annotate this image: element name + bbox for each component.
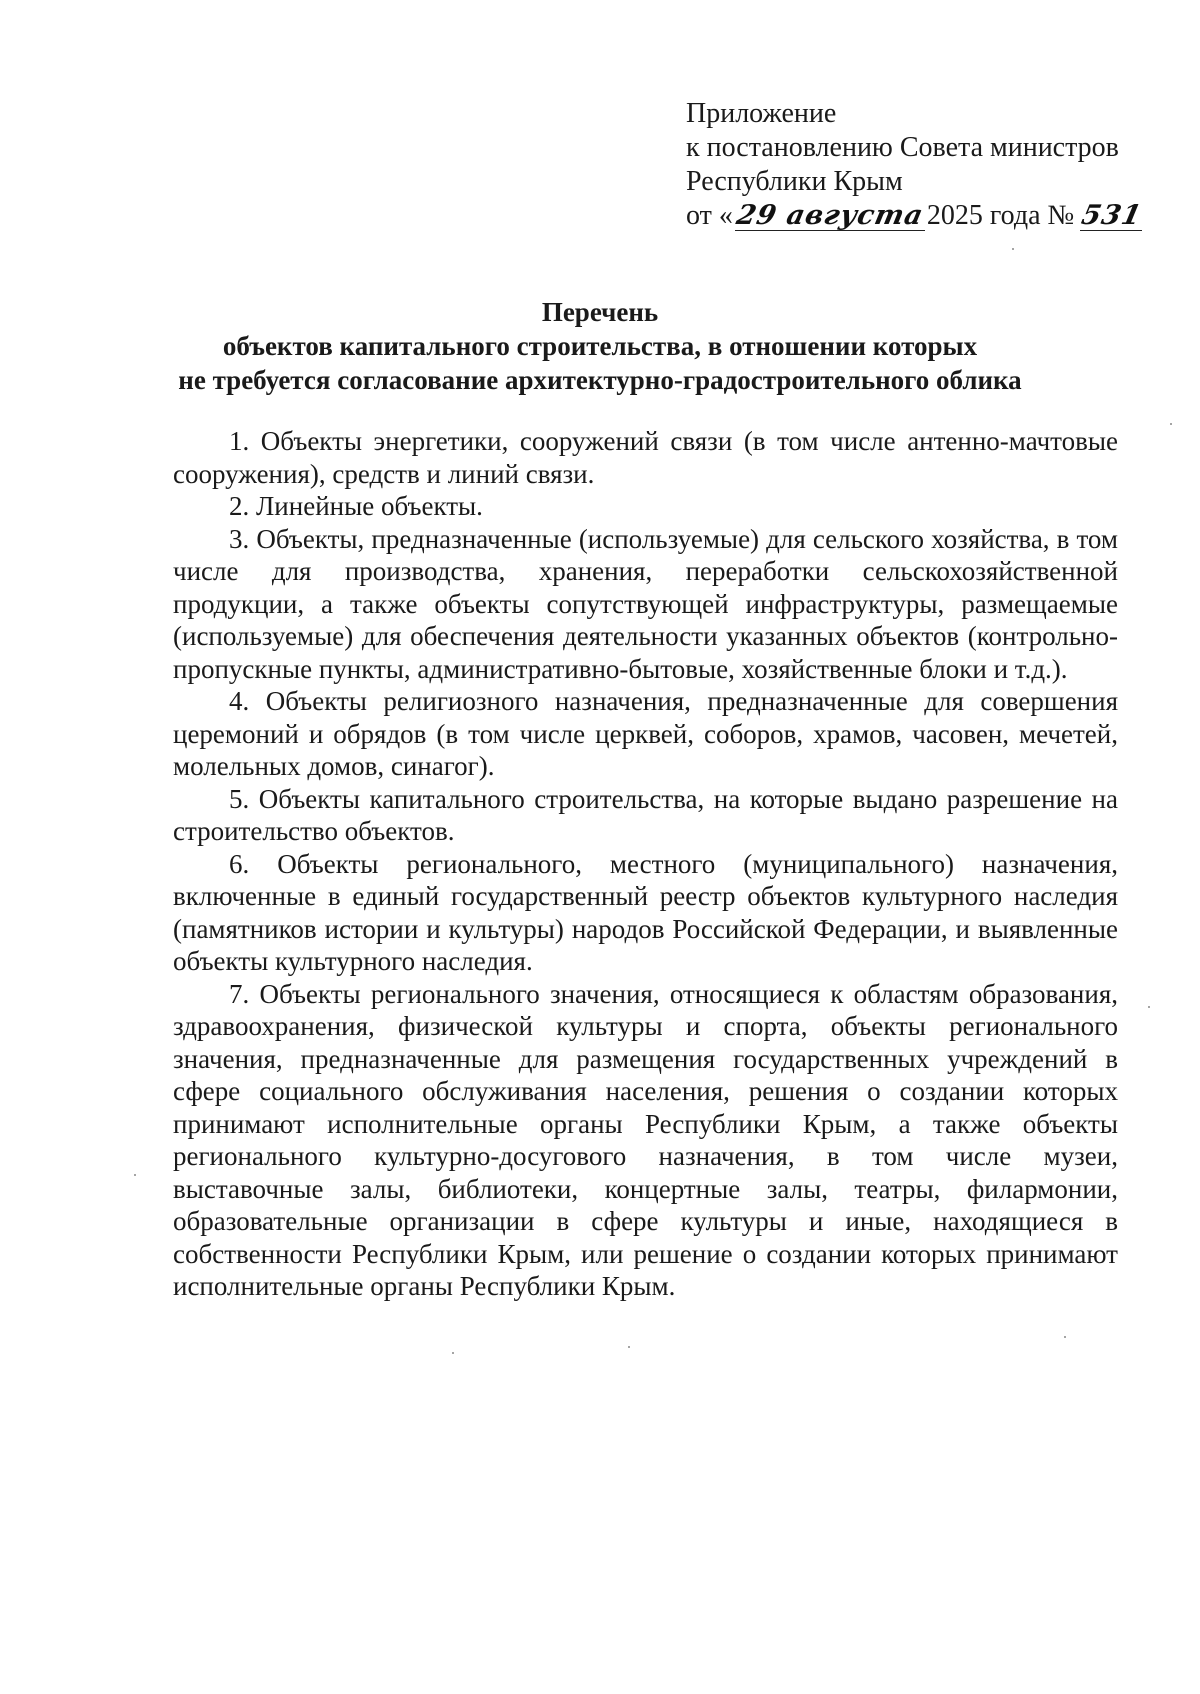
list-item-7: 7. Объекты регионального значения, относящиеся к областям образования, здравоохранения, физической культуры и спорта, объекты регионального значения, предназначенные для размещения государственных учреждений в сфере социального обслуживания населения, решения о создании которых принимают исполнительные органы Республики Крым, а также объекты регионального культурно-досугового назначения, в том числе музеи, выставочные залы, библиотеки, концертные залы, театры, филармонии, образовательные организации в сфере культуры и иные, находящиеся в собственности Республики Крым, или решение о создании которых принимают исполнительные органы Республики Крым. <box>173 978 1118 1301</box>
list-item-4: 4. Объекты религиозного назначения, предназначенные для совершения церемоний и обрядов (в том числе церквей, соборов, храмов, часовен, мечетей, молельных домов, синагог). <box>173 686 1118 781</box>
scan-speck <box>1148 1006 1150 1008</box>
document-title <box>150 295 1050 397</box>
list-item-6: 6. Объекты регионального, местного (муниципального) назначения, включенные в единый государственный реестр объектов культурного наследия (памятников истории и культуры) народов Российской Федерации, и выявленные объекты культурного наследия. <box>173 848 1118 976</box>
scan-speck <box>1170 423 1172 425</box>
title-line-3: не требуется согласование архитектурно-градостроительного облика <box>178 365 1022 395</box>
appendix-date-line <box>686 199 1166 233</box>
handwritten-date: 29 августа <box>733 200 927 231</box>
scan-speck <box>134 1174 136 1176</box>
date-suffix: 2025 года № <box>926 200 1075 231</box>
appendix-label: Приложение <box>686 98 837 129</box>
list-item-1: 1. Объекты энергетики, сооружений связи (в том числе антенно-мачтовые сооружения), средств и линий связи. <box>173 426 1118 489</box>
appendix-resolution-line: к постановлению Совета министров <box>686 132 1119 163</box>
title-line-1: Перечень <box>541 297 659 327</box>
scan-speck <box>1064 1336 1066 1338</box>
scan-speck <box>628 1346 630 1348</box>
date-prefix: от « <box>686 200 733 231</box>
list-item-3: 3. Объекты, предназначенные (используемые) для сельского хозяйства, в том числе для производства, хранения, переработки сельскохозяйственной продукции, а также объекты сопутствующей инфраструктуры, размещаемые (используемые) для обеспечения деятельности указанных объектов (контрольно-пропускные пункты, административно-бытовые, хозяйственные блоки и т.д.). <box>173 523 1118 684</box>
title-line-2: объектов капитального строительства, в отношении которых <box>222 331 978 361</box>
list-body <box>173 425 1118 1303</box>
list-item-5: 5. Объекты капитального строительства, на которые выдано разрешение на строительство объектов. <box>173 783 1118 846</box>
handwritten-number: 531 <box>1078 200 1145 231</box>
appendix-republic-line: Республики Крым <box>686 166 903 197</box>
list-item-2: 2. Линейные объекты. <box>229 491 483 521</box>
scan-speck <box>1012 248 1014 250</box>
scan-speck <box>452 1352 454 1354</box>
appendix-header <box>686 97 1166 233</box>
